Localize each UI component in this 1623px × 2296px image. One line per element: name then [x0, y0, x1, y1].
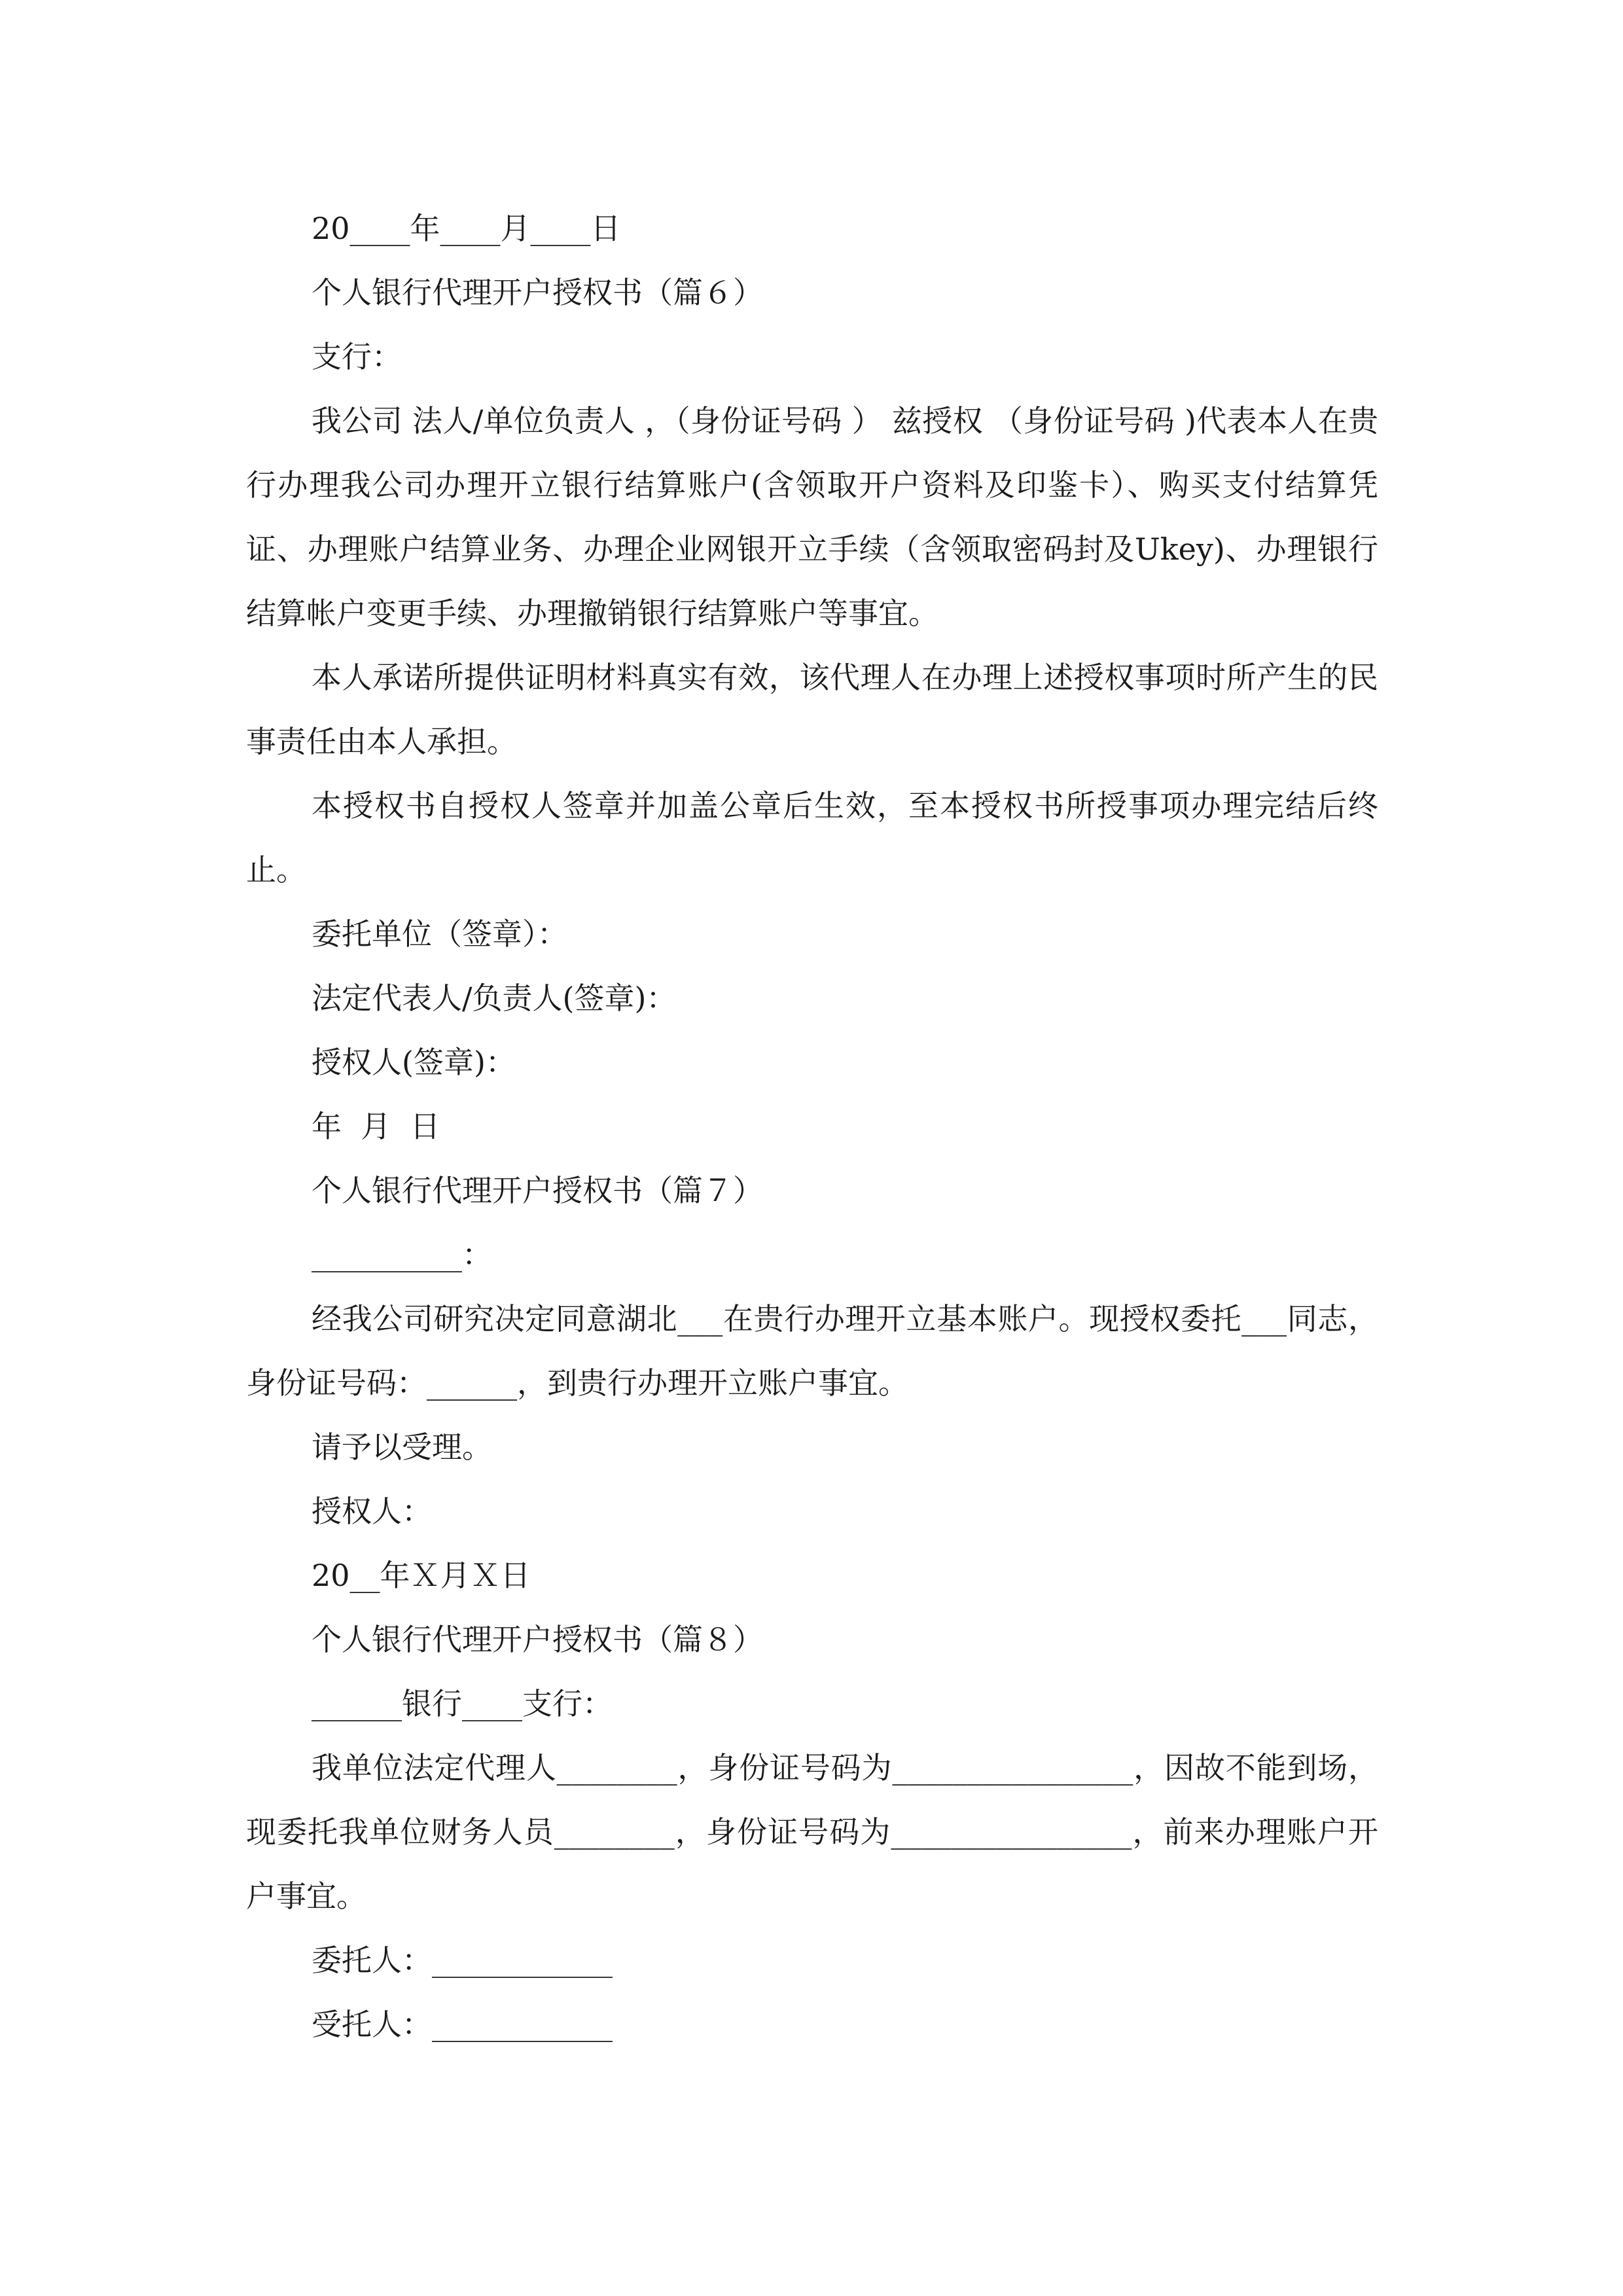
- body-paragraph: 本人承诺所提供证明材料真实有效，该代理人在办理上述授权事项时所产生的民事责任由本人承担。: [246, 660, 1378, 759]
- request-line: 请予以受理。: [312, 1429, 492, 1465]
- document-page: [246, 196, 1378, 2056]
- signature-line: 法定代表人/负责人(签章)：: [312, 980, 677, 1016]
- signature-line: 授权人(签章)：: [312, 1045, 516, 1080]
- signature-line: 受托人：____________: [312, 2007, 613, 2042]
- section-heading-8: 个人银行代理开户授权书（篇８）: [312, 1622, 763, 1657]
- signature-line: 委托人：____________: [312, 1943, 613, 1978]
- body-paragraph: 我单位法定代理人________，身份证号码为________________，因故不能到场，现委托我单位财务人员________，身份证号码为________________，前来办理账户开户事宜。: [246, 1750, 1378, 1914]
- signature-line: 授权人：: [312, 1494, 432, 1529]
- body-paragraph: 本授权书自授权人签章并加盖公章后生效，至本授权书所授事项办理完结后终止。: [246, 788, 1378, 888]
- date-line: 20__年Ｘ月Ｘ日: [312, 1558, 531, 1593]
- addressee-line: __________：: [312, 1237, 492, 1272]
- section-heading-7: 个人银行代理开户授权书（篇７）: [312, 1173, 763, 1208]
- addressee-line: ______银行____支行：: [312, 1686, 613, 1721]
- section-heading-6: 个人银行代理开户授权书（篇６）: [312, 275, 763, 310]
- date-line: 年 月 日: [312, 1109, 440, 1144]
- date-line: 20____年____月____日: [312, 211, 621, 246]
- body-paragraph: 经我公司研究决定同意湖北___在贵行办理开立基本账户。现授权委托___同志，身份证号码：______，到贵行办理开立账户事宜。: [246, 1301, 1378, 1401]
- body-paragraph: 我公司 法人/单位负责人 ，（身份证号码 ） 兹授权 （身份证号码 )代表本人在贵行办理我公司办理开立银行结算账户(含领取开户资料及印鉴卡）、购买支付结算凭证、办理账户结算业务、办理企业网银开立手续（含领取密码封及Ukey)、办理银行结算帐户变更手续、办理撤销银行结算账户等事宜。: [246, 403, 1378, 631]
- signature-line: 委托单位（签章）：: [312, 916, 567, 952]
- addressee-line: 支行：: [312, 339, 402, 374]
